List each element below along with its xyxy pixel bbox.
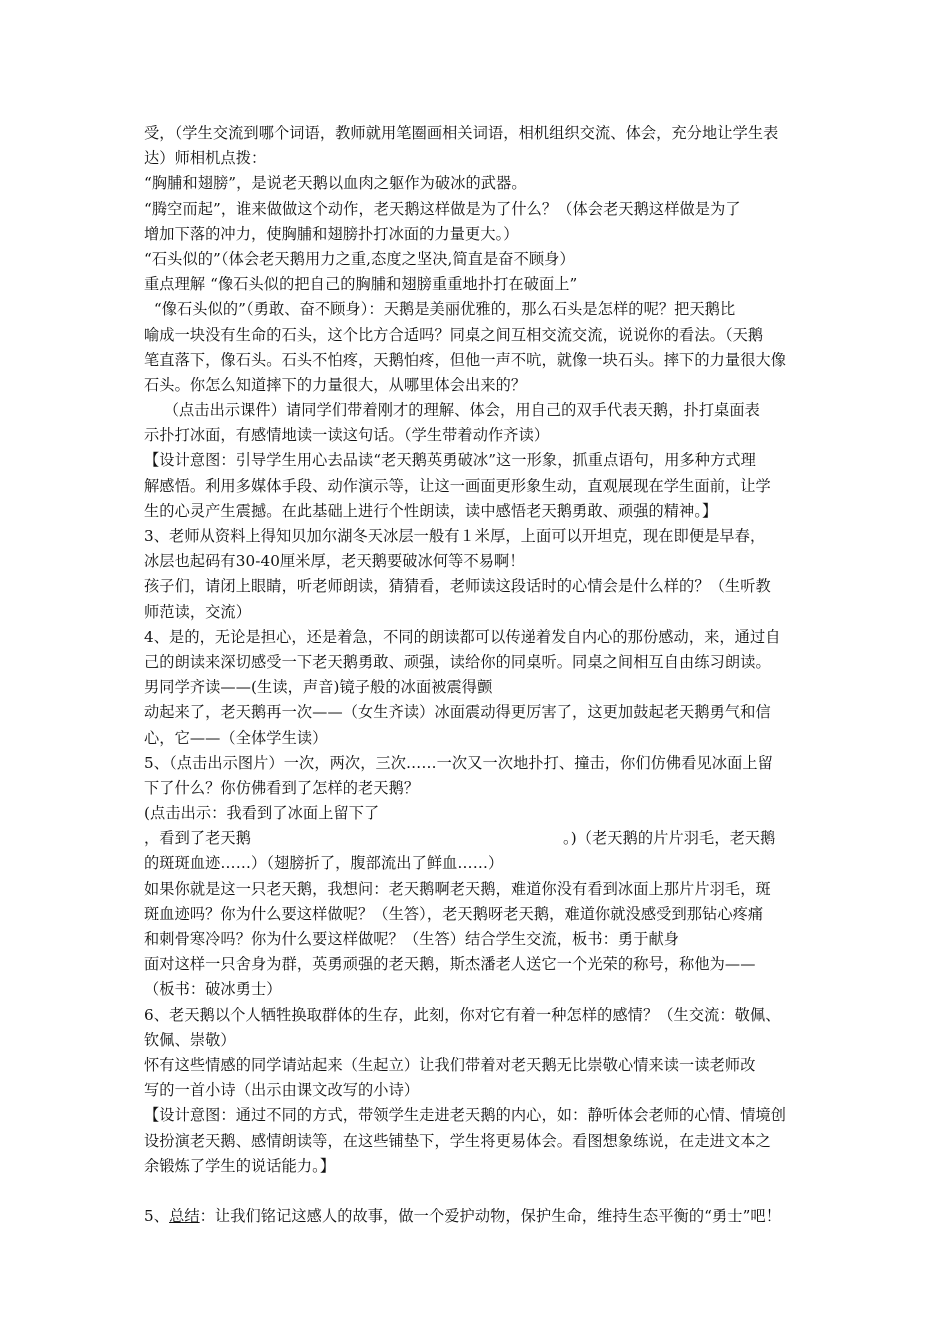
text-line: 动起来了，老天鹅再一次——（女生齐读）冰面震动得更厉害了，这更加鼓起老天鹅勇气和信 [144, 703, 771, 722]
summary-line [144, 1204, 816, 1229]
text-line: 下了什么？你仿佛看到了怎样的老天鹅？ [144, 778, 420, 797]
design-intent-line: 余锻炼了学生的说话能力。】 [144, 1156, 336, 1175]
text-line: 受，（学生交流到哪个词语，教师就用笔圈画相关词语，相机组织交流、体会，充分地让学生表 [144, 124, 779, 142]
design-intent-line: 【设计意图：引导学生用心去品读“老天鹅英勇破冰”这一形象，抓重点语句，用多种方式理 [144, 451, 756, 470]
design-intent-line: 解感悟。利用多媒体手段、动作演示等，让这一画面更形象生动，直观展现在学生面前，让学 [144, 476, 771, 495]
text-line: 面对这样一只舍身为群，英勇顽强的老天鹅，斯杰潘老人送它一个光荣的称号，称他为—— [144, 955, 756, 974]
design-intent-line: 【设计意图：通过不同的方式，带领学生走进老天鹅的内心，如：静听体会老师的心情、情境创 [144, 1106, 787, 1125]
text-line: 写的一首小诗（出示由课文改写的小诗） [144, 1081, 420, 1100]
summary-prefix: 5、 [144, 1207, 170, 1226]
text-line: 怀有这些情感的同学请站起来（生起立）让我们带着对老天鹅无比崇敬心情来读一读老师改 [144, 1055, 756, 1074]
text-line: 冰层也起码有30-40厘米厚，老天鹅要破冰何等不易啊！ [144, 552, 525, 571]
text-line: 孩子们，请闭上眼睛，听老师朗读，猜猜看，老师读这段话时的心情会是什么样的？（生听教 [144, 577, 771, 596]
blank-line [144, 1179, 816, 1204]
text-line: 3、老师从资料上得知贝加尔湖冬天冰层一般有１米厚，上面可以开坦克，现在即便是早春， [144, 527, 766, 545]
text-line: 的斑斑血迹……）（翅膀折了，腹部流出了鲜血……） [144, 854, 504, 873]
text-line: 6、老天鹅以个人牺牲换取群体的生存，此刻，你对它有着一种怎样的感情？（生交流：敬佩、 [144, 1005, 781, 1024]
text-line: “像石头似的”（勇敢、奋不顾身）：天鹅是美丽优雅的，那么石头是怎样的呢？把天鹅比 [144, 300, 736, 319]
text-line: “石头似的”（体会老天鹅用力之重,态度之坚决,简直是奋不顾身） [144, 249, 575, 268]
fill-in-right-text: 。)（老天鹅的片片羽毛，老天鹅 [563, 829, 776, 848]
text-line: 男同学齐读——(生读，声音)镜子般的冰面被震得颤 [144, 678, 493, 697]
text-line: 石头。你怎么知道摔下的力量很大，从哪里体会出来的？ [144, 375, 527, 394]
text-line: 钦佩、崇敬） [144, 1030, 236, 1049]
text-line: 心，它——（全体学生读） [144, 728, 328, 747]
text-line: （点击出示课件）请同学们带着刚才的理解、体会，用自己的双手代表天鹅，扑打桌面表 [144, 401, 760, 420]
text-line: 笔直落下，像石头。石头不怕疼，天鹅怕疼，但他一声不吭，就像一块石头。摔下的力量很大像 [144, 350, 787, 369]
text-line: 斑血迹吗？你为什么要这样做呢？（生答），老天鹅呀老天鹅，难道你就没感受到那钻心疼痛 [144, 904, 764, 923]
text-line: 达）师相机点拨： [144, 149, 267, 168]
design-intent-line: 生的心灵产生震撼。在此基础上进行个性朗读，读中感悟老天鹅勇敢、顽强的精神。】 [144, 501, 718, 520]
text-line: 师范读，交流） [144, 602, 252, 621]
text-line: 示扑打冰面，有感情地读一读这句话。（学生带着动作齐读） [144, 426, 550, 445]
text-line: 己的朗读来深切感受一下老天鹅勇敢、顽强，读给你的同桌听。同桌之间相互自由练习朗读。 [144, 652, 771, 671]
text-line: (点击出示：我看到了冰面上留下了 [144, 804, 380, 823]
text-line: 喻成一块没有生命的石头，这个比方合适吗？同桌之间互相交流交流，说说你的看法。（天鹅 [144, 325, 764, 344]
summary-text: ：让我们铭记这感人的故事，做一个爱护动物，保护生命，维持生态平衡的“勇士”吧！ [199, 1207, 782, 1226]
text-line: 4、是的，无论是担心，还是着急，不同的朗读都可以传递着发自内心的那份感动，来，通过自 [144, 627, 781, 646]
text-line: 增加下落的冲力，使胸脯和翅膀扑打冰面的力量更大。） [144, 224, 519, 243]
fill-in-line [144, 826, 816, 851]
text-line: 和刺骨寒冷吗？你为什么要这样做呢？（生答）结合学生交流，板书：勇于献身 [144, 930, 680, 948]
text-line: 如果你就是这一只老天鹅，我想问：老天鹅啊老天鹅，难道你没有看到冰面上那片片羽毛，斑 [144, 879, 771, 898]
text-line: “腾空而起”，谁来做做这个动作，老天鹅这样做是为了什么？（体会老天鹅这样做是为了 [144, 199, 741, 218]
text-line: “胸脯和翅膀”，是说老天鹅以血肉之躯作为破冰的武器。 [144, 174, 527, 193]
document-body [144, 121, 816, 1229]
text-line: （板书：破冰勇士） [144, 980, 282, 999]
text-line: 5、（点击出示图片）一次，两次，三次……一次又一次地扑打、撞击，你们仿佛看见冰面上留 [144, 753, 773, 772]
text-line: 重点理解 “像石头似的把自己的胸脯和翅膀重重地扑打在破面上” [144, 275, 578, 294]
fill-in-left-text: ，看到了老天鹅 [144, 829, 252, 848]
design-intent-line: 设扮演老天鹅、感情朗读等，在这些铺垫下，学生将更易体会。看图想象练说，在走进文本之 [144, 1131, 771, 1150]
summary-label: 总结 [169, 1207, 200, 1226]
